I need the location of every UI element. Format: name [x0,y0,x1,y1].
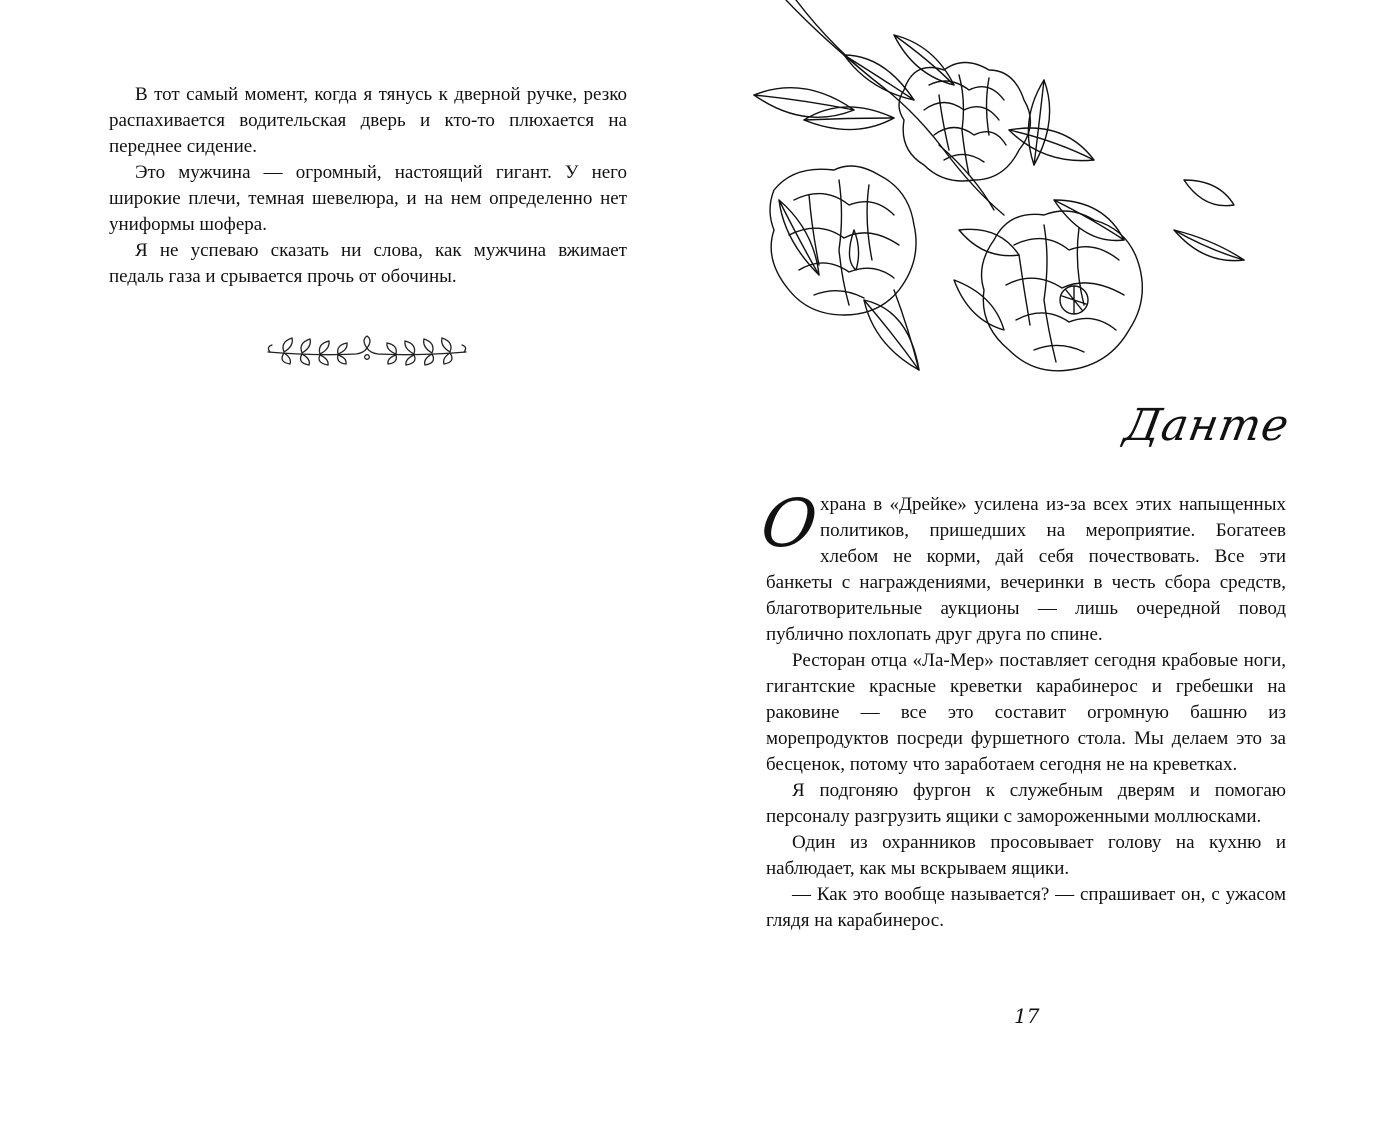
right-page [696,0,1393,1125]
paragraph: — Как это вообще называется? — спрашивает он, с ужасом глядя на карабинерос. [766,884,1286,931]
chapter-title: Данте [1120,400,1294,451]
page-number: 17 [1014,1004,1040,1028]
paragraph: В тот самый момент, когда я тянусь к дверной ручке, резко распахивается водительская дверь и кто-то плюхается на переднее сидение. [109,84,627,157]
left-page [0,0,696,1125]
paragraph [756,485,1286,648]
paragraph: Это мужчина — огромный, настоящий гигант. У него широкие плечи, темная шевелюра, и на нем определенно нет униформы шофера. [109,162,627,235]
right-page-text [756,485,1286,934]
paragraph: Я подгоняю фургон к служебным дверям и помогаю персоналу разгрузить ящики с замороженными моллюсками. [766,780,1286,827]
paragraph-text: храна в «Дрейке» усилена из-за всех этих напыщенных политиков, пришедших на мероприятие. Богатеев хлебом не корми, дай себя почествовать. Все эти банкеты с награждениями, вечеринки в честь сбора средств, благотворительные аукционы — лишь очередной повод публично похлопать друг друга по спине. [766,494,1286,645]
paragraph: Ресторан отца «Ла-Мер» поставляет сегодня крабовые ноги, гигантские красные креветки карабинерос и гребешки на раковине — все это составит огромную башню из морепродуктов посреди фуршетного стола. Мы делаем это за бесценок, потому что заработаем сегодня не на креветках. [766,650,1286,775]
drop-cap: О [756,485,822,562]
paragraph: Один из охранников просовывает голову на кухню и наблюдает, как мы вскрываем ящики. [766,832,1286,879]
left-page-text [109,82,627,290]
laurel-divider-icon [264,330,470,368]
paragraph: Я не успеваю сказать ни слова, как мужчина вжимает педаль газа и срывается прочь от обочины. [109,240,627,287]
peony-illustration-icon [744,0,1254,385]
